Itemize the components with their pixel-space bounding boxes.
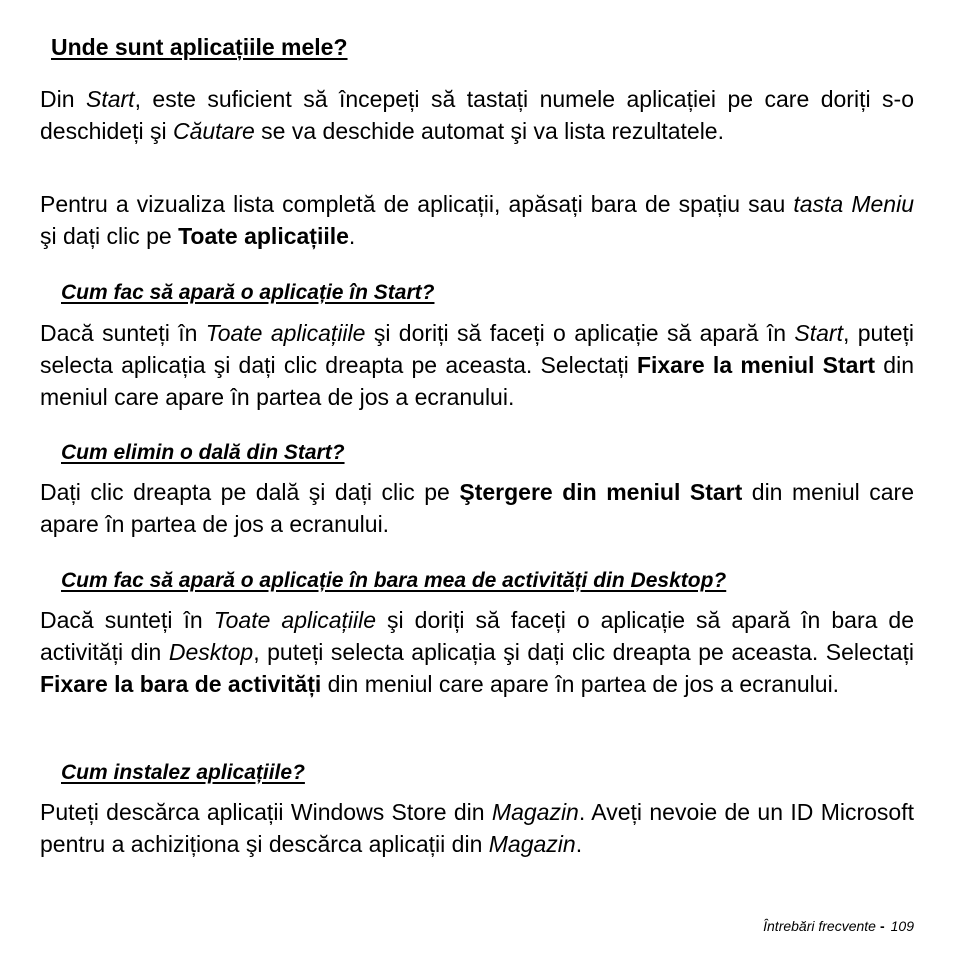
text-run: Pentru a vizualiza lista completă de aplicații, apăsați bara de spațiu sau: [40, 191, 794, 217]
text-run: Dați clic dreapta pe dală şi dați clic pe: [40, 479, 460, 505]
text-run: din meniul care apare în partea de jos a ecranului.: [40, 352, 914, 410]
italic-term: Toate aplicațiile: [205, 320, 366, 346]
text-run: , este suficient să începeți să tastați numele aplicației pe care doriți s-o deschideți şi: [40, 86, 914, 144]
section-heading-pin-start: Cum fac să apară o aplicație în Start?: [61, 281, 435, 304]
bold-term: Fixare la meniul Start: [636, 352, 876, 378]
italic-term: Start: [85, 86, 135, 112]
italic-term: Desktop: [168, 639, 254, 665]
intro-paragraph-1: [40, 83, 914, 147]
text-run: .: [575, 831, 583, 857]
text-run: şi doriți să faceți o aplicație să apară în bara de activități din: [40, 607, 914, 665]
text-run: din meniul care apare în partea de jos a ecranului.: [321, 671, 840, 697]
italic-term: Căutare: [172, 118, 255, 144]
section-body-remove-tile: [40, 476, 914, 540]
section-heading-pin-taskbar: Cum fac să apară o aplicație în bara mea de activități din Desktop?: [61, 569, 727, 592]
page-title: Unde sunt aplicațiile mele?: [51, 34, 348, 60]
section-body-pin-start: [40, 317, 914, 413]
bold-term: Ştergere din meniul Start: [459, 479, 743, 505]
text-run: Puteți descărca aplicații Windows Store din: [40, 799, 492, 825]
section-heading-install-apps: Cum instalez aplicațiile?: [61, 761, 305, 784]
text-run: Din: [40, 86, 86, 112]
text-run: se va deschide automat şi va lista rezultatele.: [254, 118, 724, 144]
text-run: , puteți selecta aplicația şi dați clic dreapta pe aceasta. Selectați: [253, 639, 914, 665]
section-heading-remove-tile: Cum elimin o dală din Start?: [61, 441, 345, 464]
text-run: . Aveți nevoie de un ID Microsoft pentru a achiziționa şi descărca aplicații din: [40, 799, 914, 857]
italic-term: Magazin: [488, 831, 576, 857]
page-footer: [763, 918, 914, 934]
bold-term: Fixare la bara de activități: [40, 671, 322, 697]
footer-separator: -: [879, 918, 885, 934]
intro-paragraph-2: [40, 188, 914, 252]
text-run: Dacă sunteți în: [40, 607, 214, 633]
italic-term: Toate aplicațiile: [213, 607, 377, 633]
section-body-pin-taskbar: [40, 604, 914, 700]
text-run: Dacă sunteți în: [40, 320, 206, 346]
text-run: .: [348, 223, 356, 249]
text-run: şi doriți să faceți o aplicație să apară în: [365, 320, 795, 346]
text-run: şi dați clic pe: [40, 223, 179, 249]
text-run: din meniul care apare în partea de jos a ecranului.: [40, 479, 915, 537]
italic-term: Start: [794, 320, 843, 346]
italic-term: tasta Meniu: [793, 191, 914, 217]
italic-term: Magazin: [491, 799, 579, 825]
footer-section-name: Întrebări frecvente: [763, 918, 876, 934]
footer-page-number: 109: [890, 918, 914, 934]
section-body-install-apps: [40, 796, 914, 860]
text-run: , puteți selecta aplicația şi dați clic dreapta pe aceasta. Selectați: [40, 320, 914, 378]
bold-term: Toate aplicațiile: [178, 223, 349, 249]
